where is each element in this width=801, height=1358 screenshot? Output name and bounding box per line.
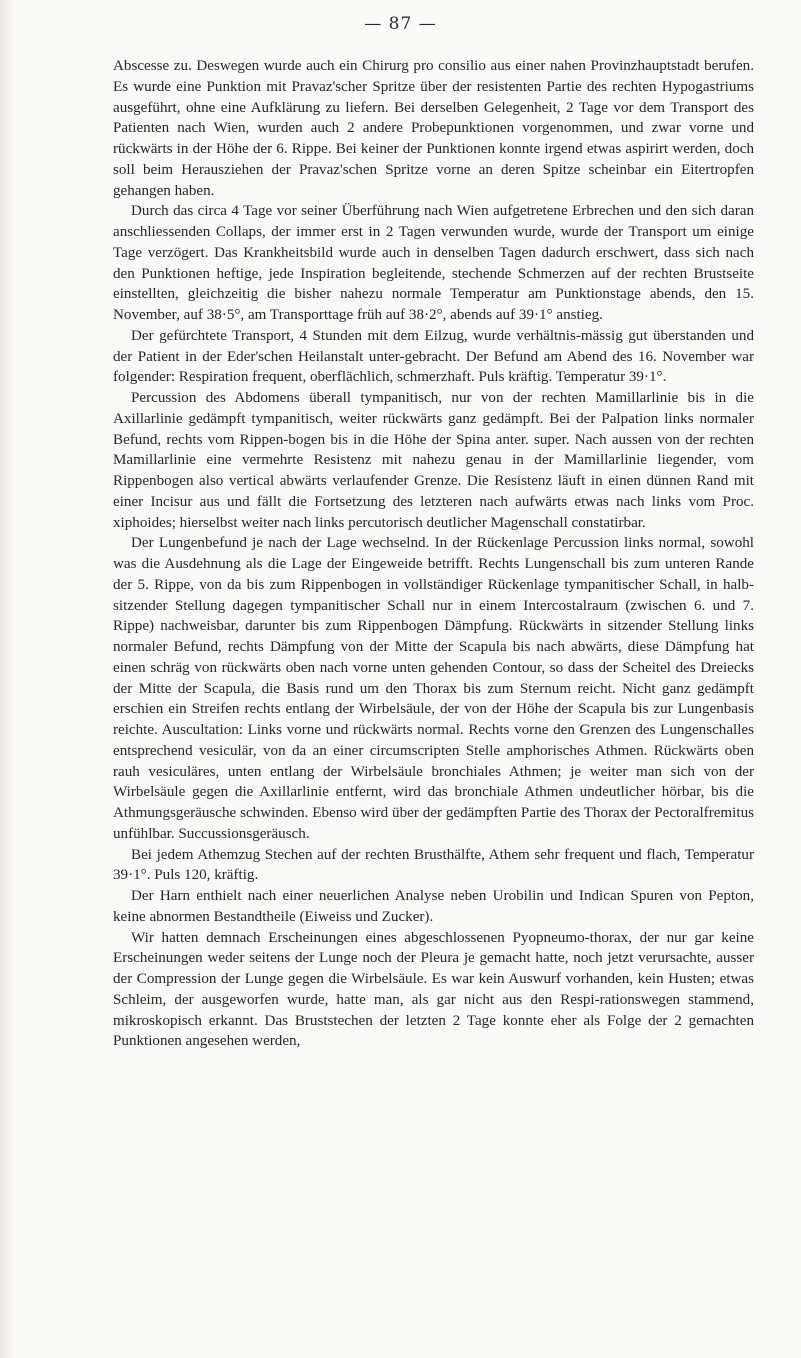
page-number: — 87 — bbox=[364, 14, 437, 34]
paragraph-7: Der Harn enthielt nach einer neuerlichen Analyse neben Urobilin und Indican Spuren von Pepton, keine abnormen Bestandtheile (Eiweiss und Zucker). bbox=[113, 888, 754, 925]
page-gutter-shadow bbox=[0, 0, 14, 1358]
paragraph-8: Wir hatten demnach Erscheinungen eines abgeschlossenen Pyopneumo-thorax, der nur gar keine Erscheinungen weder seitens der Lunge noch der Pleura je gemacht hatte, noch jetzt verursachte, ausser der Compression der Lunge gegen die Wirbelsäule. Es war kein Auswurf vorhanden, kein Husten; etwas Schleim, der ausgeworfen wurde, hatte man, als gar nicht aus den Respi-rationswegen stammend, mikroskopisch erkannt. Das Bruststechen der letzten 2 Tage konnte eher als Folge der 2 gemachten Punktionen angesehen werden, bbox=[113, 929, 754, 1050]
paragraph-4: Percussion des Abdomens überall tympanitisch, nur von der rechten Mamillarlinie bis in die Axillarlinie gedämpft tympanitisch, weiter rückwärts ganz gedämpft. Bei der Palpation links normaler Befund, rechts vom Rippen-bogen bis in die Höhe der Spina anter. super. Nach aussen von der rechten Mamillarlinie eine vermehrte Resistenz mit nahezu genau in der Mamillarlinie liegender, vom Rippenbogen also vertical abwärts verlaufender Grenze. Die Resistenz läuft in einen dünnen Rand mit einer Incisur aus und fällt die Fortsetzung des letzteren nach aufwärts etwas nach links vom Proc. xiphoides; hierselbst weiter nach links percutorisch deutlicher Magenschall constatirbar. bbox=[113, 390, 754, 531]
page-body bbox=[113, 56, 754, 1052]
paragraph-1: Abscesse zu. Deswegen wurde auch ein Chirurg pro consilio aus einer nahen Provinzhauptstadt berufen. Es wurde eine Punktion mit Pravaz'scher Spritze über der resistenten Partie des rechten Hypogastriums ausgeführt, ohne eine Aufklärung zu liefern. Bei derselben Gelegenheit, 2 Tage vor dem Transport des Patienten nach Wien, wurden auch 2 andere Probepunktionen vorgenommen, und zwar vorne und rückwärts in der Höhe der 6. Rippe. Bei keiner der Punktionen konnte irgend etwas aspirirt werden, doch soll beim Herausziehen der Pravaz'schen Spritze vorne an deren Spitze scheinbar ein Eitertropfen gehangen haben. bbox=[113, 58, 754, 199]
paragraph-2: Durch das circa 4 Tage vor seiner Überführung nach Wien aufgetretene Erbrechen und den sich daran anschliessenden Collaps, der immer erst in 2 Tagen verwunden wurde, wurde der Transport um einige Tage verzögert. Das Krankheitsbild wurde auch in denselben Tagen dadurch erschwert, dass sich nach den Punktionen heftige, jede Inspiration begleitende, stechende Schmerzen auf der rechten Brustseite einstellten, gleichzeitig die bisher nahezu normale Temperatur am Punktionstage abends, den 15. November, auf 38·5°, am Transporttage früh auf 38·2°, abends auf 39·1° anstieg. bbox=[113, 203, 754, 323]
paragraph-3: Der gefürchtete Transport, 4 Stunden mit dem Eilzug, wurde verhältnis-mässig gut überstanden und der Patient in der Eder'schen Heilanstalt unter-gebracht. Der Befund am Abend des 16. November war folgender: Respiration frequent, oberflächlich, schmerzhaft. Puls kräftig. Temperatur 39·1°. bbox=[113, 327, 754, 386]
paragraph-5: Der Lungenbefund je nach der Lage wechselnd. In der Rückenlage Percussion links normal, sowohl was die Ausdehnung als die Lage der Eingeweide betrifft. Rechts Lungenschall bis zum unteren Rande der 5. Rippe, von da bis zum Rippenbogen in vollständiger Rückenlage tympanitischer Schall, in halb-sitzender Stellung dagegen tympanitischer Schall nur in einem Intercostalraum (zwischen 6. und 7. Rippe) nachweisbar, darunter bis zum Rippenbogen Dämpfung. Rückwärts in sitzender Stellung links normaler Befund, rechts Dämpfung von der Mitte der Scapula bis nach abwärts, diese Dämpfung hat einen schräg von rückwärts oben nach vorne unten gehenden Contour, so dass der Scheitel des Dreiecks der Mitte der Scapula, die Basis rund um den Thorax bis zum Sternum reicht. Nicht ganz gedämpft erschien ein Streifen rechts entlang der Wirbelsäule, der von der Höhe der Scapula bis zur Lungenbasis reichte. Auscultation: Links vorne und rückwärts normal. Rechts vorne den Grenzen des Lungenschalles entsprechend vesiculär, von da an einer circumscripten Stelle amphorisches Athmen. Rückwärts oben rauh vesiculäres, unten entlang der Wirbelsäule bronchiales Athmen; je weiter man sich von der Wirbelsäule gegen die Axillarlinie entfernt, wird das bronchiale Athmen undeutlicher hörbar, bis die Athmungsgeräusche schwinden. Ebenso wird über der gedämpften Partie des Thorax der Pectoralfremitus unfühlbar. Succussionsgeräusch. bbox=[113, 535, 754, 842]
paragraph-6: Bei jedem Athemzug Stechen auf der rechten Brusthälfte, Athem sehr frequent und flach, Temperatur 39·1°. Puls 120, kräftig. bbox=[113, 846, 754, 884]
